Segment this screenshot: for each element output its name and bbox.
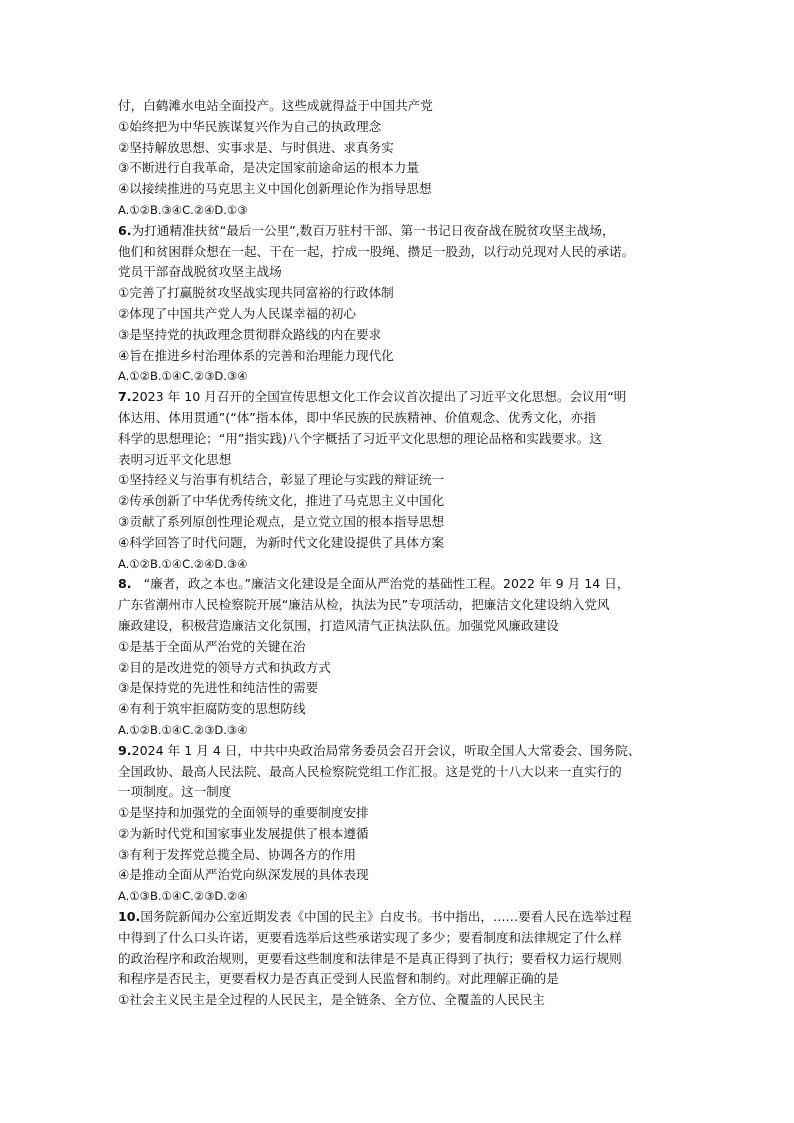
question-10 [118,907,678,1011]
question-stem-line: 党员干部奋战脱贫攻坚主战场 [118,264,282,280]
option-2: ②体现了中国共产党人为人民谋幸福的初心 [118,305,356,321]
question-8 [118,574,678,740]
question-number: 9. [118,742,132,758]
question-stem-line: 付，白鹤滩水电站全面投产。这些成就得益于中国共产党 [118,98,433,113]
answer-choices: A.①③B.①④C.②③D.②④ [118,889,248,904]
question-stem-line: 2023 年 10 月召开的全国宣传思想文化工作会议首次提出了习近平文化思想。会议用“明 [131,389,627,405]
question-stem-line: 全国政协、最高人民法院、最高人民检察院党组工作汇报。这是党的十八大以来一直实行的 [118,763,622,779]
option-3: ③贡献了系列原创性理论观点，是立党立国的根本指导思想 [118,513,445,529]
answer-choices: A.①②B.①④C.②④D.③④ [118,556,248,571]
option-4: ④旨在推进乡村治理体系的完善和治理能力现代化 [118,347,394,363]
question-stem-line: 他们和贫困群众想在一起、干在一起，拧成一股绳、攒足一股劲，以行动兑现对人民的承诺。 [118,243,635,259]
question-stem-line: 中得到了什么口头许诺，更要看选举后这些承诺实现了多少；要看制度和法律规定了什么样 [118,929,622,945]
option-3: ③是保持党的先进性和纯洁性的需要 [118,680,319,696]
question-stem-line: 和程序是否民主，更要看权力是否真正受到人民监督和制约。对此理解正确的是 [118,971,559,987]
option-1: ①始终把为中华民族谋复兴作为自己的执政理念 [118,118,382,134]
question-6 [118,221,678,387]
answer-choices: A.①②B.③④C.②④D.①③ [118,202,248,217]
question-stem-line: 廉政建设，积极营造廉洁文化氛围，打造风清气正执法队伍。加强党风廉政建设 [118,617,559,633]
question-7 [118,387,678,574]
option-3: ③不断进行自我革命，是决定国家前途命运的根本力量 [118,160,419,176]
option-2: ②坚持解放思想、实事求是、与时俱进、求真务实 [118,139,394,155]
option-4: ④以接续推进的马克思主义中国化创新理论作为指导思想 [118,181,432,197]
option-2: ②为新时代党和国家事业发展提供了根本遵循 [118,825,369,841]
question-number: 7. [118,389,132,405]
option-1: ①完善了打赢脱贫攻坚战实现共同富裕的行政体制 [118,285,394,301]
option-2: ②目的是改进党的领导方式和执政方式 [118,659,331,675]
option-3: ③是坚持党的执政理念贯彻群众路线的内在要求 [118,326,382,342]
question-number: 6. [118,222,132,238]
question-stem-line: 国务院新闻办公室近期发表《中国的民主》白皮书。书中指出，……要看人民在选举过程 [140,909,632,925]
question-stem-line: 一项制度。这一制度 [118,784,232,800]
question-stem-line: 为打通精准扶贫“最后一公里”,数百万驻村干部、第一书记日夜奋战在脱贫攻坚主战场， [131,222,615,238]
exam-page [118,96,678,1011]
answer-choices: A.①②B.①④C.②③D.③④ [118,369,248,384]
option-3: ③有利于发挥党总揽全局、协调各方的作用 [118,846,356,862]
answer-choices: A.①②B.①④C.②③D.③④ [118,722,248,737]
option-4: ④科学回答了时代问题，为新时代文化建设提供了具体方案 [118,534,445,550]
option-2: ②传承创新了中华优秀传统文化，推进了马克思主义中国化 [118,493,445,509]
option-1: ①是坚持和加强党的全面领导的重要制度安排 [118,805,369,821]
option-1: ①是基于全面从严治党的关键在治 [118,638,306,654]
question-9 [118,741,678,907]
question-stem-line: “廉者，政之本也。”廉洁文化建设是全面从严治党的基础性工程。2022 年 9 月 14 日， [143,576,630,592]
question-stem-line: 2024 年 1 月 4 日，中共中央政治局常务委员会召开会议，听取全国人大常委会、国务院、 [131,742,641,758]
question-5 [118,96,678,221]
option-1: ①社会主义民主是全过程的人民民主，是全链条、全方位、全覆盖的人民民主 [118,992,545,1008]
question-stem-line: 广东省潮州市人民检察院开展“廉洁从检，执法为民”专项活动，把廉洁文化建设纳入党风 [118,597,610,613]
question-number: 10. [118,909,141,925]
question-stem-line: 体达用、体用贯通”(“体”指本体，即中华民族的民族精神、价值观念、优秀文化，亦指 [118,409,596,425]
question-stem-line: 的政治程序和政治规则，更要看这些制度和法律是不是真正得到了执行；要看权力运行规则 [118,950,622,966]
question-stem-line: 科学的思想理论；“用”指实践)八个字概括了习近平文化思想的理论品格和实践要求。这 [118,430,602,446]
option-4: ④有利于筑牢拒腐防变的思想防线 [118,701,306,717]
option-1: ①坚持经义与治事有机结合，彰显了理论与实践的辩证统一 [118,472,445,488]
option-4: ④是推动全面从严治党向纵深发展的具体表现 [118,867,369,883]
question-stem-line: 表明习近平文化思想 [118,451,232,467]
question-number: 8. [118,576,132,592]
